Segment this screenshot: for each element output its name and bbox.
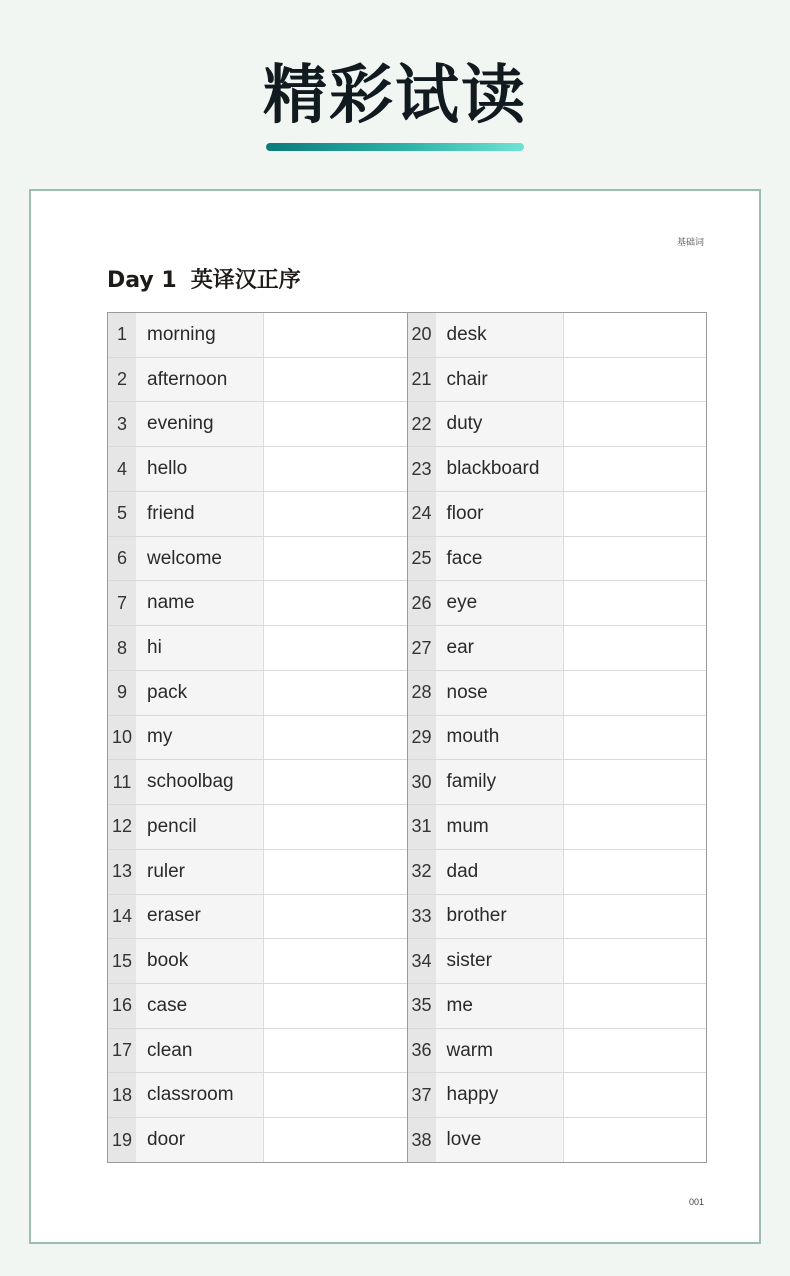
answer-blank[interactable] — [264, 716, 407, 760]
table-row — [408, 983, 707, 1028]
answer-blank[interactable] — [564, 895, 707, 939]
answer-blank[interactable] — [564, 760, 707, 804]
answer-blank[interactable] — [564, 313, 707, 357]
item-number: 7 — [108, 581, 136, 625]
english-word: blackboard — [436, 447, 564, 491]
english-word: face — [436, 537, 564, 581]
table-row — [408, 849, 707, 894]
answer-blank[interactable] — [264, 984, 407, 1028]
answer-blank[interactable] — [564, 1073, 707, 1117]
vocab-table — [107, 312, 707, 1163]
english-word: sister — [436, 939, 564, 983]
answer-blank[interactable] — [264, 313, 407, 357]
table-row — [408, 938, 707, 983]
item-number: 30 — [408, 760, 436, 804]
item-number: 32 — [408, 850, 436, 894]
english-word: my — [136, 716, 264, 760]
english-word: welcome — [136, 537, 264, 581]
table-row — [108, 580, 407, 625]
english-word: duty — [436, 402, 564, 446]
answer-blank[interactable] — [564, 492, 707, 536]
answer-blank[interactable] — [264, 358, 407, 402]
table-row — [408, 313, 707, 357]
english-word: love — [436, 1118, 564, 1162]
english-word: book — [136, 939, 264, 983]
heading-day: Day 1 — [107, 268, 177, 293]
english-word: hello — [136, 447, 264, 491]
answer-blank[interactable] — [564, 358, 707, 402]
table-row — [108, 1072, 407, 1117]
english-word: friend — [136, 492, 264, 536]
item-number: 35 — [408, 984, 436, 1028]
english-word: pencil — [136, 805, 264, 849]
item-number: 14 — [108, 895, 136, 939]
item-number: 23 — [408, 447, 436, 491]
item-number: 22 — [408, 402, 436, 446]
answer-blank[interactable] — [264, 537, 407, 581]
table-row — [408, 491, 707, 536]
answer-blank[interactable] — [564, 1118, 707, 1162]
item-number: 31 — [408, 805, 436, 849]
table-row — [108, 983, 407, 1028]
item-number: 38 — [408, 1118, 436, 1162]
answer-blank[interactable] — [564, 984, 707, 1028]
english-word: mouth — [436, 716, 564, 760]
table-row — [108, 849, 407, 894]
answer-blank[interactable] — [564, 1029, 707, 1073]
table-row — [108, 759, 407, 804]
item-number: 34 — [408, 939, 436, 983]
item-number: 20 — [408, 313, 436, 357]
item-number: 21 — [408, 358, 436, 402]
table-row — [408, 894, 707, 939]
item-number: 19 — [108, 1118, 136, 1162]
answer-blank[interactable] — [564, 626, 707, 670]
answer-blank[interactable] — [564, 805, 707, 849]
english-word: schoolbag — [136, 760, 264, 804]
english-word: eye — [436, 581, 564, 625]
table-row — [408, 670, 707, 715]
item-number: 12 — [108, 805, 136, 849]
item-number: 26 — [408, 581, 436, 625]
item-number: 2 — [108, 358, 136, 402]
answer-blank[interactable] — [264, 1118, 407, 1162]
answer-blank[interactable] — [564, 716, 707, 760]
english-word: nose — [436, 671, 564, 715]
item-number: 16 — [108, 984, 136, 1028]
table-row — [108, 894, 407, 939]
item-number: 13 — [108, 850, 136, 894]
english-word: floor — [436, 492, 564, 536]
heading-title: 英译汉正序 — [190, 268, 301, 293]
table-row — [108, 804, 407, 849]
answer-blank[interactable] — [264, 447, 407, 491]
answer-blank[interactable] — [564, 939, 707, 983]
english-word: me — [436, 984, 564, 1028]
english-word: name — [136, 581, 264, 625]
table-row — [408, 357, 707, 402]
item-number: 17 — [108, 1029, 136, 1073]
table-row — [108, 446, 407, 491]
answer-blank[interactable] — [264, 850, 407, 894]
answer-blank[interactable] — [564, 402, 707, 446]
answer-blank[interactable] — [264, 805, 407, 849]
table-row — [408, 1072, 707, 1117]
english-word: dad — [436, 850, 564, 894]
table-row — [408, 536, 707, 581]
item-number: 5 — [108, 492, 136, 536]
item-number: 18 — [108, 1073, 136, 1117]
table-row — [408, 401, 707, 446]
item-number: 25 — [408, 537, 436, 581]
english-word: eraser — [136, 895, 264, 939]
item-number: 15 — [108, 939, 136, 983]
table-row — [408, 580, 707, 625]
english-word: classroom — [136, 1073, 264, 1117]
english-word: hi — [136, 626, 264, 670]
english-word: mum — [436, 805, 564, 849]
item-number: 3 — [108, 402, 136, 446]
english-word: clean — [136, 1029, 264, 1073]
english-word: happy — [436, 1073, 564, 1117]
english-word: pack — [136, 671, 264, 715]
item-number: 6 — [108, 537, 136, 581]
english-word: afternoon — [136, 358, 264, 402]
item-number: 24 — [408, 492, 436, 536]
item-number: 29 — [408, 716, 436, 760]
answer-blank[interactable] — [264, 671, 407, 715]
english-word: ruler — [136, 850, 264, 894]
answer-blank[interactable] — [564, 447, 707, 491]
table-row — [108, 357, 407, 402]
table-row — [108, 401, 407, 446]
english-word: warm — [436, 1029, 564, 1073]
table-row — [408, 759, 707, 804]
page-number: 001 — [688, 1197, 704, 1207]
vocab-column-left — [108, 313, 407, 1162]
english-word: chair — [436, 358, 564, 402]
table-row — [408, 1028, 707, 1073]
answer-blank[interactable] — [264, 402, 407, 446]
item-number: 11 — [108, 760, 136, 804]
vocab-column-right — [407, 313, 707, 1162]
table-row — [408, 804, 707, 849]
english-word: desk — [436, 313, 564, 357]
table-row — [408, 715, 707, 760]
answer-blank[interactable] — [264, 895, 407, 939]
table-row — [108, 491, 407, 536]
page-category-tag: 基础词 — [676, 238, 704, 248]
answer-blank[interactable] — [564, 850, 707, 894]
english-word: door — [136, 1118, 264, 1162]
item-number: 33 — [408, 895, 436, 939]
english-word: evening — [136, 402, 264, 446]
table-row — [108, 313, 407, 357]
table-row — [408, 625, 707, 670]
answer-blank[interactable] — [564, 537, 707, 581]
table-row — [108, 1117, 407, 1162]
table-row — [108, 625, 407, 670]
page-card — [29, 189, 761, 1244]
item-number: 1 — [108, 313, 136, 357]
item-number: 10 — [108, 716, 136, 760]
item-number: 27 — [408, 626, 436, 670]
item-number: 37 — [408, 1073, 436, 1117]
section-heading — [107, 263, 301, 294]
answer-blank[interactable] — [264, 581, 407, 625]
english-word: family — [436, 760, 564, 804]
item-number: 36 — [408, 1029, 436, 1073]
item-number: 28 — [408, 671, 436, 715]
banner-title: 精彩试读 — [263, 59, 527, 133]
table-row — [108, 715, 407, 760]
answer-blank[interactable] — [564, 581, 707, 625]
table-row — [408, 1117, 707, 1162]
answer-blank[interactable] — [264, 492, 407, 536]
item-number: 9 — [108, 671, 136, 715]
english-word: ear — [436, 626, 564, 670]
answer-blank[interactable] — [264, 1029, 407, 1073]
answer-blank[interactable] — [564, 671, 707, 715]
answer-blank[interactable] — [264, 626, 407, 670]
table-row — [408, 446, 707, 491]
title-underline-bar — [266, 143, 524, 151]
item-number: 4 — [108, 447, 136, 491]
answer-blank[interactable] — [264, 760, 407, 804]
english-word: brother — [436, 895, 564, 939]
answer-blank[interactable] — [264, 939, 407, 983]
table-row — [108, 938, 407, 983]
answer-blank[interactable] — [264, 1073, 407, 1117]
item-number: 8 — [108, 626, 136, 670]
table-row — [108, 1028, 407, 1073]
table-row — [108, 536, 407, 581]
english-word: case — [136, 984, 264, 1028]
table-row — [108, 670, 407, 715]
english-word: morning — [136, 313, 264, 357]
